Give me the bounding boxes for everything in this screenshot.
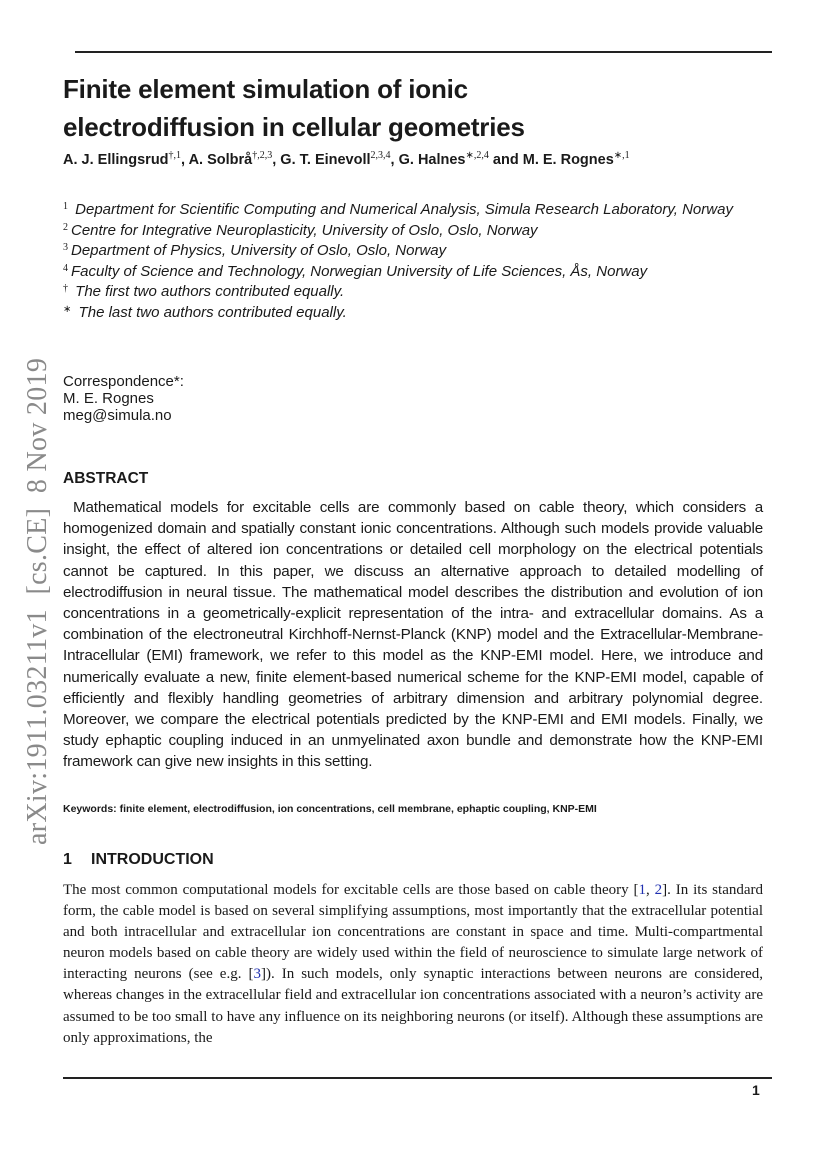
author-affiliation-marks: ∗,1 [613, 150, 630, 161]
abstract-heading: ABSTRACT [63, 470, 149, 487]
author-affiliation-marks: †,1 [168, 150, 182, 161]
citation-link[interactable]: 1 [638, 882, 647, 898]
correspondence-email[interactable]: meg@simula.no [63, 407, 172, 424]
keywords: Keywords: finite element, electrodiffusion, ion concentrations, cell membrane, ephaptic coupling, KNP-EMI [63, 803, 597, 815]
affiliation-item: $^2$ Centre for Integrative Neuroplasticity, University of Oslo, Oslo, Norway [63, 221, 538, 239]
author: A. J. Ellingsrud$^{\dagger,1}$ [63, 150, 182, 168]
arxiv-stamp[interactable]: arXiv:1911.03211v1 [cs.CE] 8 Nov 2019 [22, 357, 53, 845]
section-title: INTRODUCTION [91, 851, 214, 868]
correspondence-label: Correspondence*: [63, 373, 184, 390]
affiliation-item: $^3$ Department of Physics, University of Oslo, Oslo, Norway [63, 242, 447, 260]
author-list: A. J. Ellingsrud$^{\dagger,1}$, A. Solbrå$^{\dagger,2,3}$, G. T. Einevoll$^{2,3,4}$, G. Halnes$^{∗,2,4}$ and M. E. Rognes$^{∗,1}$ [63, 150, 630, 168]
affiliation-item: $^1$ Department for Scientific Computing and Numerical Analysis, Simula Research Laboratory, Norway [63, 201, 733, 218]
author: A. Solbrå$^{\dagger,2,3}$ [188, 150, 273, 168]
affiliation-list [63, 200, 763, 324]
citation-link[interactable]: 2 [654, 882, 663, 898]
section-number: 1 [63, 851, 72, 868]
abstract-text: Mathematical models for excitable cells are commonly based on cable theory, which considers a homogenized domain and spatially constant ionic concentrations. Although such models provide valuable insight, the effect of altered ion concentrations or detailed cell morphology on the electrical potentials cannot be captured. In this paper, we discuss an alternative approach to detailed modelling of electrodiffusion in neural tissue. The mathematical model describes the distribution and evolution of ion concentrations in a geometrically-explicit representation of the intra- and extracellular domains. As a combination of the electroneutral Kirchhoff-Nernst-Planck (KNP) model and the Extracellular-Membrane-Intracellular (EMI) framework, we refer to this model as the KNP-EMI model. Here, we introduce and numerically evaluate a new, finite element-based numerical scheme for the KNP-EMI model, capable of efficiently and flexibly handling geometries of arbitrary dimension and arbitrary polynomial degree. Moreover, we compare the electrical potentials predicted by the KNP-EMI and EMI models. Finally, we study ephaptic coupling induced in an unmyelinated axon bundle and demonstrate how the KNP-EMI framework can give new insights in this setting. [63, 499, 763, 771]
equal-contribution-note: † The first two authors contributed equally. [63, 283, 345, 301]
title-line-2: electrodiffusion in cellular geometries [63, 112, 525, 142]
author-affiliation-marks: †,2,3 [252, 150, 273, 161]
section-heading-introduction [63, 851, 214, 869]
correspondence-name: M. E. Rognes [63, 390, 154, 407]
author: M. E. Rognes$^{∗,1}$ [522, 150, 630, 168]
correspondence-block [63, 373, 184, 424]
author: G. Halnes$^{∗,2,4}$ [398, 150, 489, 168]
affiliation-item: $^4$ Faculty of Science and Technology, Norwegian University of Life Sciences, Ås, Norway [63, 262, 648, 280]
author: G. T. Einevoll$^{2,3,4}$ [280, 150, 391, 168]
header-rule [75, 51, 772, 53]
equal-contribution-note: ∗ The last two authors contributed equally. [63, 303, 347, 321]
introduction-paragraph: The most common computational models for excitable cells are those based on cable theory [1, 2]. In its standard form, the cable model is based on several simplifying assumptions, most importantly that the extracellular potential and both intracellular and extracellular ion concentrations are constant in space and time. Multi-compartmental neuron models based on cable theory are widely used within the field of neuroscience to simulate large network of interacting neurons (see e.g. [3]). In such models, only synaptic interactions between neurons are considered, whereas changes in the extracellular field and extracellular ion concentrations associated with a neuron’s activity are assumed to be too small to have any influence on its neighboring neurons (or itself). Although these assumptions are only approximations, the [63, 882, 763, 1046]
footer-rule [63, 1077, 772, 1079]
citation-link[interactable]: 3 [253, 966, 261, 983]
author-affiliation-marks: 2,3,4 [370, 150, 391, 161]
author-affiliation-marks: ∗,2,4 [465, 150, 489, 161]
page-number: 1 [752, 1082, 760, 1098]
title-line-1: Finite element simulation of ionic [63, 74, 468, 104]
paper-title [63, 70, 763, 146]
